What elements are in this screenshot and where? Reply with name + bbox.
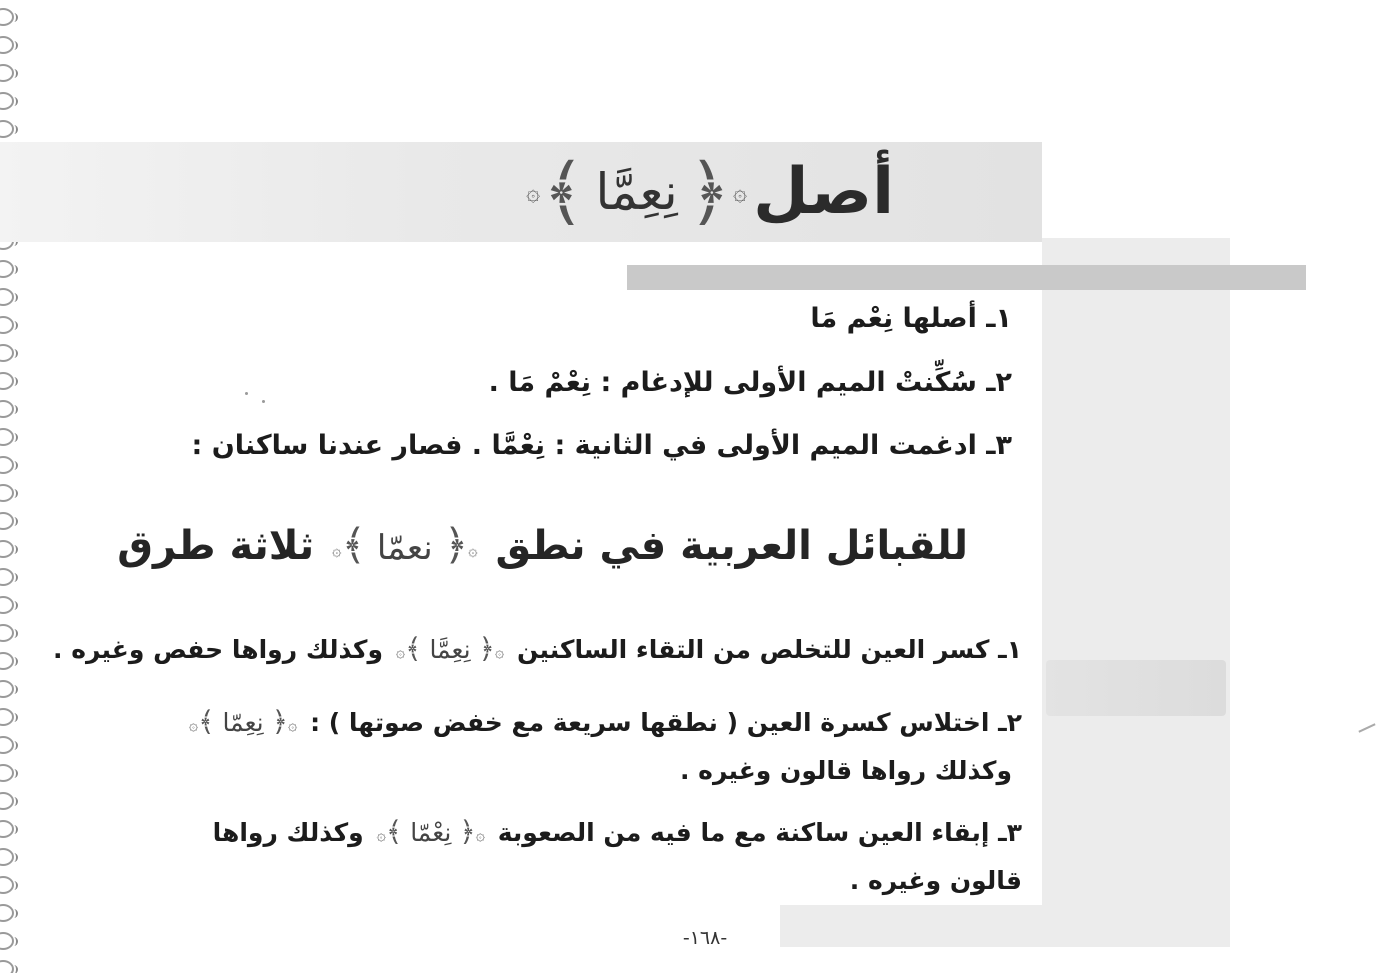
binding-ring xyxy=(0,960,14,973)
binding-ring xyxy=(0,260,14,278)
binding-ring xyxy=(0,736,14,754)
binding-ring xyxy=(0,848,14,866)
method-1-text: ١ـ كسر العين للتخلص من التقاء الساكنين xyxy=(517,635,1022,664)
bracket-close: ﴾ xyxy=(198,705,215,738)
binding-ring xyxy=(0,484,14,502)
scan-speck xyxy=(245,392,248,395)
page-number: -١٦٨- xyxy=(682,927,728,949)
method-3-text: ٣ـ إبقاء العين ساكنة مع ما فيه من الصعوبة xyxy=(497,818,1022,847)
method-2-text: ٢ـ اختلاس كسرة العين ( نطقها سريعة مع خفض صوتها ) : xyxy=(310,708,1022,737)
heading-word: نعمّا xyxy=(376,528,433,568)
binding-ring xyxy=(0,820,14,838)
method-2 xyxy=(185,705,1022,739)
bracket-close: ﴾ xyxy=(405,632,422,665)
binding-ring xyxy=(0,596,14,614)
ornament-icon: ۞ xyxy=(376,824,386,844)
binding-ring xyxy=(0,680,14,698)
method-3-quranic-word xyxy=(372,815,489,849)
binding-ring xyxy=(0,876,14,894)
method-2-quranic-word xyxy=(185,705,302,739)
binding-ring xyxy=(0,456,14,474)
bracket-open: ﴿ xyxy=(459,815,476,848)
faded-print-area xyxy=(1046,660,1226,716)
method-3-word: نِعْمّا xyxy=(410,818,452,847)
method-1-note: وكذلك رواها حفص وغيره . xyxy=(53,635,383,664)
binding-ring xyxy=(0,288,14,306)
scan-speck xyxy=(262,400,265,403)
step-2: ٢ـ سُكِّنتْ الميم الأولى للإدغام : نِعْمْ مَا . xyxy=(488,367,1012,398)
binding-ring xyxy=(0,932,14,950)
bracket-close: ﴾ xyxy=(542,149,586,235)
heading-text-end: ثلاثة طرق xyxy=(117,523,315,569)
section-heading xyxy=(117,520,968,570)
ornament-icon: ۞ xyxy=(188,714,199,734)
method-3-note-line2: قالون وغيره . xyxy=(849,866,1022,895)
ornament-icon: ۞ xyxy=(287,714,298,734)
title-word: نِعِمَّا xyxy=(595,163,678,221)
binding-ring xyxy=(0,344,14,362)
bracket-open: ﴿ xyxy=(687,149,732,235)
side-panel xyxy=(1042,238,1230,946)
heading-text-start: للقبائل العربية في نطق xyxy=(495,523,968,569)
binding-ring xyxy=(0,624,14,642)
step-1: ١ـ أصلها نِعْم مَا xyxy=(810,303,1012,334)
binding-ring xyxy=(0,540,14,558)
binding-ring xyxy=(0,316,14,334)
bracket-open: ﴿ xyxy=(443,520,469,569)
bracket-open: ﴿ xyxy=(478,632,495,665)
binding-ring xyxy=(0,764,14,782)
bracket-close: ﴾ xyxy=(341,520,367,569)
binding-ring xyxy=(0,792,14,810)
bottom-panel xyxy=(780,905,1230,947)
ornament-icon: ۞ xyxy=(332,540,342,560)
title-main: أصل xyxy=(753,155,894,229)
page-title xyxy=(526,140,894,244)
binding-ring xyxy=(0,512,14,530)
method-1-word: نِعِمَّا xyxy=(429,635,471,664)
binding-ring xyxy=(0,904,14,922)
binding-ring xyxy=(0,8,14,26)
method-2-note: وكذلك رواها قالون وغيره . xyxy=(679,756,1012,785)
method-1-quranic-word xyxy=(392,632,509,666)
ornament-icon: ۞ xyxy=(526,178,541,206)
divider-bar xyxy=(627,265,1306,290)
binding-ring xyxy=(0,64,14,82)
binding-ring xyxy=(0,120,14,138)
binding-ring xyxy=(0,652,14,670)
heading-quranic-word xyxy=(328,520,481,570)
binding-ring xyxy=(0,372,14,390)
bracket-open: ﴿ xyxy=(271,705,288,738)
title-quranic-word xyxy=(526,149,748,235)
binding-ring xyxy=(0,92,14,110)
bracket-close: ﴾ xyxy=(385,815,403,848)
ornament-icon: ۞ xyxy=(733,178,748,206)
method-3-note: وكذلك رواها xyxy=(212,818,364,847)
scan-mark xyxy=(1358,723,1375,732)
binding-ring xyxy=(0,708,14,726)
step-3: ٣ـ ادغمت الميم الأولى في الثانية : نِعْمَّا . فصار عندنا ساكنان : xyxy=(191,430,1012,461)
ornament-icon: ۞ xyxy=(494,641,505,661)
binding-ring xyxy=(0,36,14,54)
binding-ring xyxy=(0,568,14,586)
ornament-icon: ۞ xyxy=(475,824,486,844)
method-2-word: نِعِمّا xyxy=(222,708,264,737)
binding-ring xyxy=(0,400,14,418)
method-3 xyxy=(213,815,1022,849)
ornament-icon: ۞ xyxy=(468,540,478,560)
method-1 xyxy=(53,632,1022,666)
ornament-icon: ۞ xyxy=(395,641,406,661)
binding-ring xyxy=(0,428,14,446)
